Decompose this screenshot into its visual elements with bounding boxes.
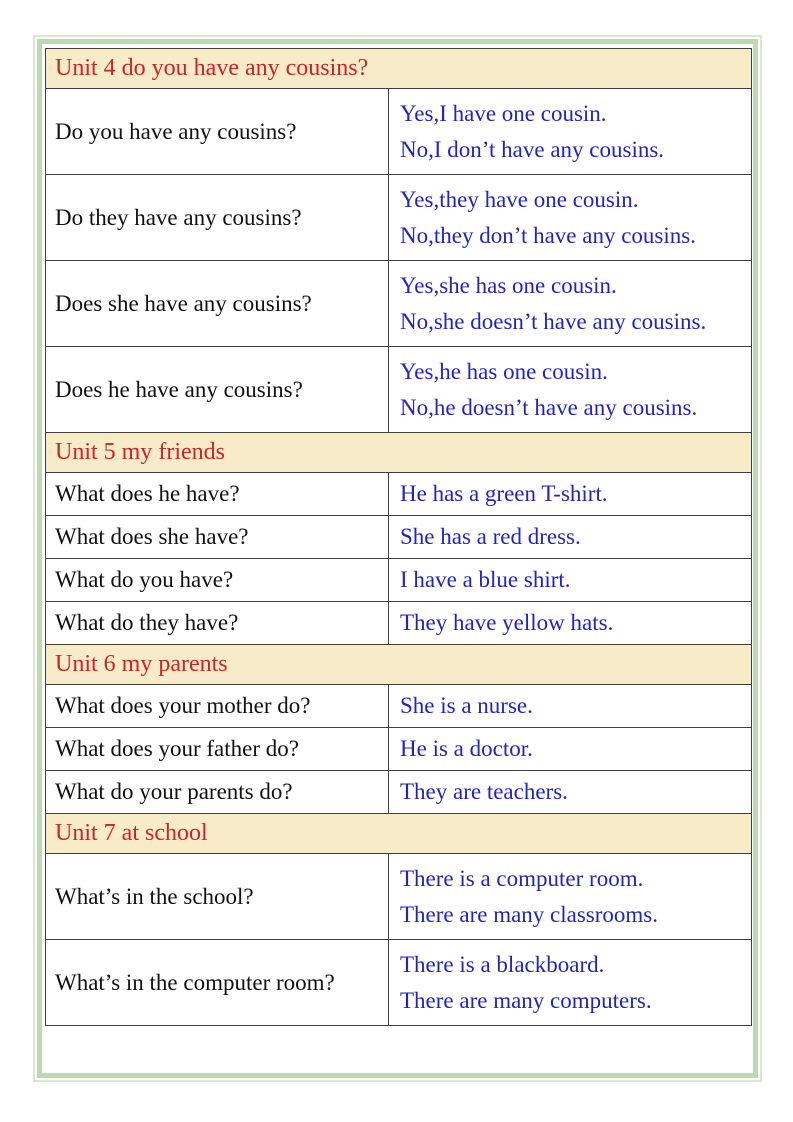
qa-row: [46, 261, 752, 347]
answer-cell: [389, 261, 752, 347]
answer-line: She is a nurse.: [400, 693, 533, 718]
answer-line: No,he doesn’t have any cousins.: [400, 394, 698, 420]
question-cell: Do you have any cousins?: [46, 89, 389, 175]
qa-row: [46, 347, 752, 433]
unit-header-row: [46, 645, 752, 685]
question-cell: What do you have?: [46, 559, 389, 602]
answer-cell: [389, 516, 752, 559]
qa-row: [46, 728, 752, 771]
answer-line: He has a green T-shirt.: [400, 481, 608, 506]
question-cell: What do they have?: [46, 602, 389, 645]
answer-line: Yes,she has one cousin.: [400, 272, 617, 298]
unit-title: Unit 6 my parents: [46, 645, 752, 685]
qa-row: [46, 89, 752, 175]
answer-line: I have a blue shirt.: [400, 567, 571, 592]
question-cell: What do your parents do?: [46, 771, 389, 814]
answer-cell: [389, 940, 752, 1026]
unit-title: Unit 5 my friends: [46, 433, 752, 473]
unit-header-row: [46, 814, 752, 854]
answer-cell: [389, 559, 752, 602]
answer-line: She has a red dress.: [400, 524, 581, 549]
qa-row: [46, 940, 752, 1026]
answer-cell: [389, 771, 752, 814]
question-cell: Do they have any cousins?: [46, 175, 389, 261]
unit-header-row: [46, 433, 752, 473]
answer-cell: [389, 89, 752, 175]
answer-line: There is a blackboard.: [400, 951, 605, 977]
unit-title: Unit 7 at school: [46, 814, 752, 854]
question-cell: What does she have?: [46, 516, 389, 559]
qa-table: [45, 48, 752, 1026]
qa-row: [46, 175, 752, 261]
qa-row: [46, 602, 752, 645]
answer-line: Yes,he has one cousin.: [400, 358, 608, 384]
answer-cell: [389, 728, 752, 771]
answer-cell: [389, 347, 752, 433]
answer-line: No,she doesn’t have any cousins.: [400, 308, 707, 334]
qa-row: [46, 473, 752, 516]
qa-row: [46, 559, 752, 602]
qa-row: [46, 516, 752, 559]
answer-line: There is a computer room.: [400, 865, 644, 891]
answer-line: No,they don’t have any cousins.: [400, 222, 696, 248]
question-cell: What does he have?: [46, 473, 389, 516]
question-cell: What’s in the school?: [46, 854, 389, 940]
answer-cell: [389, 854, 752, 940]
answer-line: Yes,they have one cousin.: [400, 186, 639, 212]
answer-line: There are many computers.: [400, 987, 652, 1013]
question-cell: What does your father do?: [46, 728, 389, 771]
question-cell: What’s in the computer room?: [46, 940, 389, 1026]
qa-row: [46, 771, 752, 814]
answer-line: There are many classrooms.: [400, 901, 659, 927]
answer-line: They have yellow hats.: [400, 610, 614, 635]
answer-line: They are teachers.: [400, 779, 568, 804]
answer-cell: [389, 175, 752, 261]
answer-line: Yes,I have one cousin.: [400, 100, 607, 126]
answer-cell: [389, 602, 752, 645]
decorative-frame: [37, 39, 758, 1078]
qa-row: [46, 854, 752, 940]
question-cell: What does your mother do?: [46, 685, 389, 728]
question-cell: Does he have any cousins?: [46, 347, 389, 433]
unit-title: Unit 4 do you have any cousins?: [46, 49, 752, 89]
answer-line: No,I don’t have any cousins.: [400, 136, 665, 162]
qa-row: [46, 685, 752, 728]
answer-cell: [389, 685, 752, 728]
unit-header-row: [46, 49, 752, 89]
answer-cell: [389, 473, 752, 516]
question-cell: Does she have any cousins?: [46, 261, 389, 347]
answer-line: He is a doctor.: [400, 736, 533, 761]
